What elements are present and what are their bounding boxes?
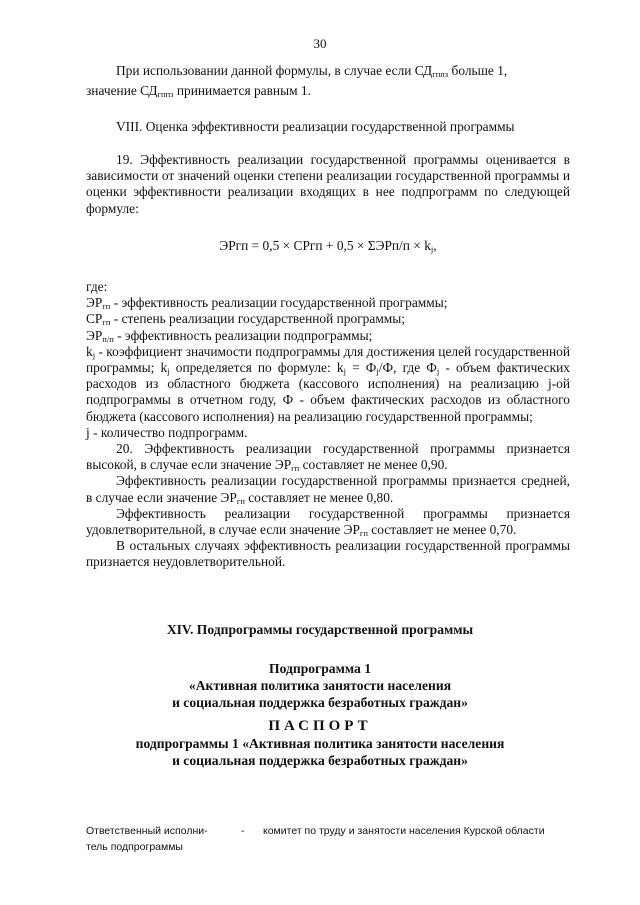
page-number: 30 [313,36,327,51]
paragraph-19: 19. Эффективность реализации государственной программы оценивается в зависимости от значений оценки степени реализации государственной программы и оценки эффективности реализации входящих в нее подпрограмм по следующей формуле: [86,152,570,216]
definition-j: j - количество подпрограмм. [86,424,248,440]
paragraph-20: 20. Эффективность реализации государственной программы признается высокой, в случае если значение $ЭР_{гп}$ составляет не менее 0,90. [86,441,570,474]
paragraph-other: В остальных случаях эффективность реализации государственной программы признается неудовлетворительной. [86,538,570,570]
subprogram-heading: Подпрограмма 1 «Активная политика занятости населения и социальная поддержка безработных граждан» [172,661,468,710]
responsible-value: комитет по труду и занятости населения Курской области [263,825,545,837]
paragraph-satisfactory: Эффективность реализации государственной программы признается удовлетворительной, в случае если значение $ЭР_{гп}$ составляет не менее 0,70. [86,505,570,539]
definition-srg: $СР_{гп}$ - степень реализации государственной программы; [86,311,405,328]
passport-title: ПАСПОРТ [268,718,372,734]
passport-heading: ПАСПОРТ подпрограммы 1 «Активная политика занятости населения и социальная поддержка безработных граждан» [60,718,580,769]
definitions-block [86,279,570,571]
section-8-title: VIII. Оценка эффективности реализации государственной программы [116,119,515,134]
row-dash: - [241,825,245,837]
where-label: где: [86,279,108,294]
responsible-label: Ответственный исполни- тель подпрограммы [86,825,208,853]
definition-erpp: $ЭР_{п/п}$ - эффективность реализации подпрограммы; [86,327,373,344]
section-14-title: XIV. Подпрограммы государственной программы [166,622,474,637]
definition-erg: $ЭР_{гп}$ - эффективность реализации государственной программы; [86,295,448,312]
efficiency-formula: ЭРгп = 0,5 × СРгп + $0,5 \times \Sigma ЭРп/п \times k_j$, [219,238,437,254]
definition-kj: $k_j$ - коэффициент значимости подпрограммы для достижения целей государственной программы; $k_j$ определяется по формуле: $k_j = Ф_j/Ф$, где $Ф_j$ - объем фактических расходов из областного бюджета (кассового исполнения) на реализацию j-ой подпрограммы в отчетном году, Ф - объем фактических расходов из областного бюджета (кассового исполнения) на реализацию государственной программы; [86,343,570,424]
paragraph-average: Эффективность реализации государственной программы признается средней, в случае если значение $ЭР_{гп}$ составляет не менее 0,80. [86,473,570,506]
intro-paragraph: При использовании данной формулы, в случае если $СД_{гппз}$ больше 1, значение $СД_{гппз}$ принимается равным 1. [86,63,508,100]
